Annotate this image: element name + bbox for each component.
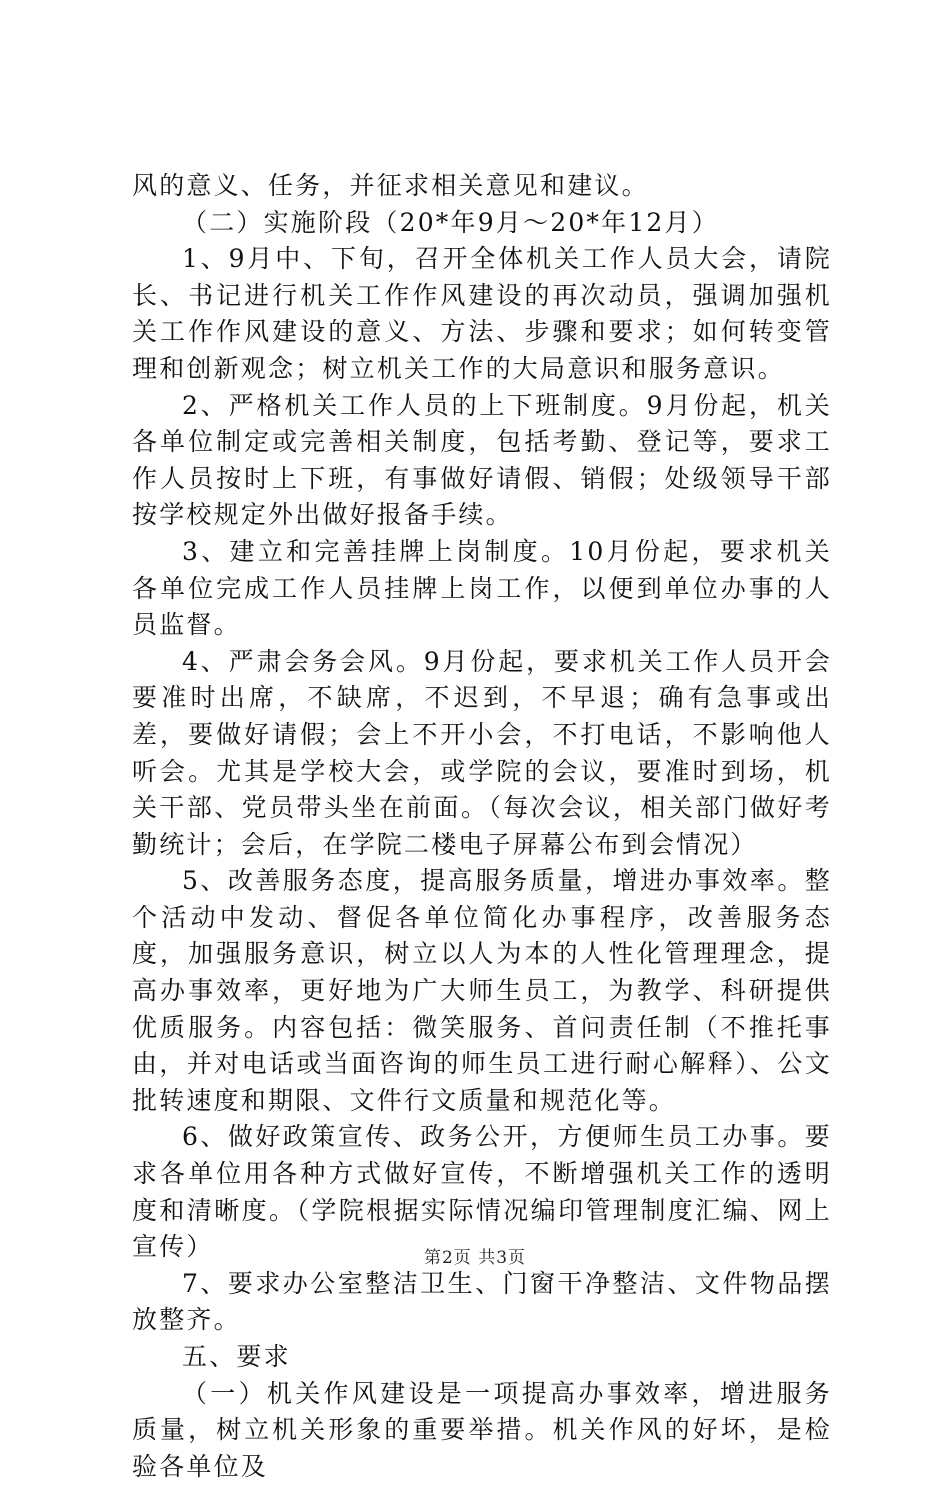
paragraph-item-5: 5、改善服务态度，提高服务质量，增进办事效率。整个活动中发动、督促各单位简化办事程序，改善服务态度，加强服务意识，树立以人为本的人性化管理理念，提高办事效率，更好地为广大师生员工，为教学、科研提供优质服务。内容包括：微笑服务、首问责任制（不推托事由，并对电话或当面咨询的师生员工进行耐心解释）、公文批转速度和期限、文件行文质量和规范化等。 [132, 866, 832, 1115]
paragraph-requirement-1: （一）机关作风建设是一项提高办事效率，增进服务质量，树立机关形象的重要举措。机关作风的好坏，是检验各单位及 [132, 1378, 832, 1481]
paragraph-continuation: 风的意义、任务，并征求相关意见和建议。 [132, 171, 649, 200]
paragraph-item-6: 6、做好政策宣传、政务公开，方便师生员工办事。要求各单位用各种方式做好宣传，不断增强机关工作的透明度和清晰度。（学院根据实际情况编印管理制度汇编、网上宣传） [132, 1122, 832, 1262]
paragraph-item-3: 3、建立和完善挂牌上岗制度。10月份起，要求机关各单位完成工作人员挂牌上岗工作，以便到单位办事的人员监督。 [132, 536, 832, 640]
paragraph-item-7: 7、要求办公室整洁卫生、门窗干净整洁、文件物品摆放整齐。 [132, 1268, 832, 1335]
paragraph-item-4: 4、严肃会务会风。9月份起，要求机关工作人员开会要准时出席，不缺席，不迟到，不早退；确有急事或出差，要做好请假；会上不开小会，不打电话，不影响他人听会。尤其是学校大会，或学院的会议，要准时到场，机关干部、党员带头坐在前面。（每次会议，相关部门做好考勤统计；会后，在学院二楼电子屏幕公布到会情况） [132, 646, 832, 859]
page-number-footer: 第2页 共3页 [423, 1248, 527, 1268]
section-heading-implementation-phase: （二）实施阶段（20*年9月～20*年12月） [182, 207, 719, 237]
paragraph-item-2: 2、严格机关工作人员的上下班制度。9月份起，机关各单位制定或完善相关制度，包括考勤、登记等，要求工作人员按时上下班，有事做好请假、销假；处级领导干部按学校规定外出做好报备手续。 [132, 390, 832, 530]
paragraph-item-1: 1、9月中、下旬，召开全体机关工作人员大会，请院长、书记进行机关工作作风建设的再次动员，强调加强机关工作作风建设的意义、方法、步骤和要求；如何转变管理和创新观念；树立机关工作的大局意识和服务意识。 [132, 244, 832, 383]
document-body [132, 168, 832, 1485]
section-heading-requirements: 五、要求 [182, 1342, 291, 1371]
